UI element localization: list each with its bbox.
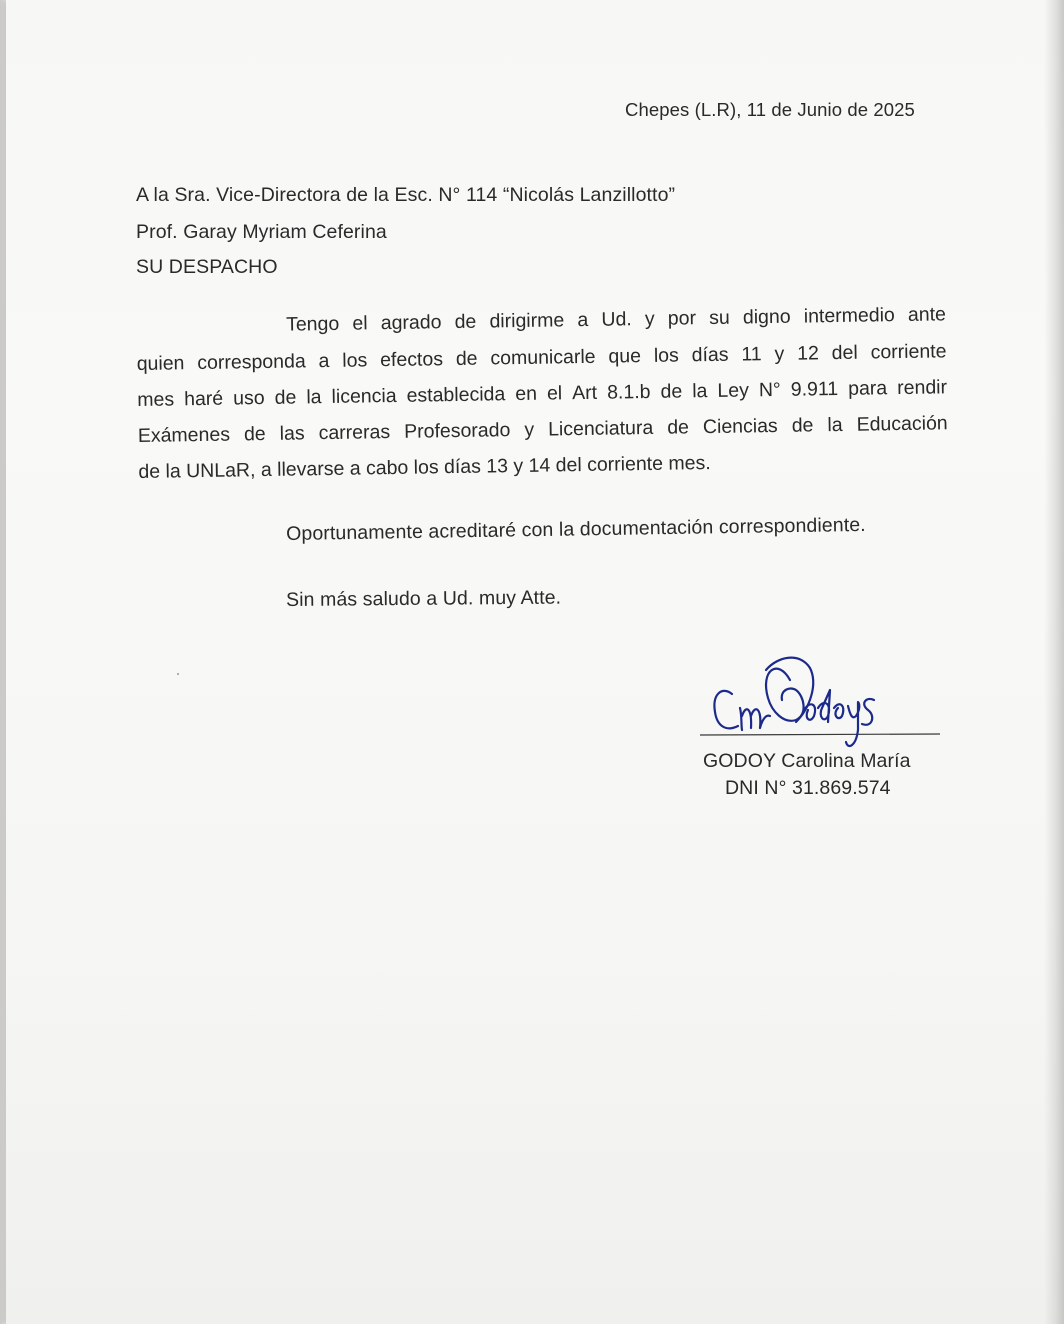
body-word: licencia xyxy=(331,384,397,408)
body-word: comunicarle xyxy=(490,345,596,370)
body-word: de xyxy=(274,386,297,409)
body-word: Exámenes xyxy=(137,423,231,447)
place-date: Chepes (L.R), 11 de Junio de 2025 xyxy=(625,99,915,120)
body-word: uso xyxy=(233,386,265,410)
body-word: 11 xyxy=(741,343,762,366)
body-word: digno xyxy=(742,305,791,329)
body-word: carreras xyxy=(318,421,391,445)
body-word: en xyxy=(515,382,538,406)
body-word: que xyxy=(608,345,642,368)
body-word: del xyxy=(831,341,858,365)
body-word: el xyxy=(546,382,563,405)
body-word: Licenciatura xyxy=(547,416,654,441)
body-word: Art xyxy=(572,381,598,405)
body-word: Ley xyxy=(717,379,750,402)
body-word: rendir xyxy=(897,376,948,400)
paragraph-documentation: Oportunamente acreditaré con la documentación correspondiente. xyxy=(285,513,866,545)
body-word: y xyxy=(644,307,655,331)
body-word: días xyxy=(691,343,729,367)
body-word: mes xyxy=(137,388,175,411)
body-word: de xyxy=(455,347,478,370)
body-word: para xyxy=(847,377,888,400)
body-word: establecida xyxy=(406,383,506,407)
body-word: su xyxy=(708,306,730,329)
body-word: y xyxy=(774,342,785,365)
recipient-line-1: A la Sra. Vice-Directora de la Esc. N° 114 “Nicolás Lanzillotto” xyxy=(136,184,676,206)
body-word: corresponda xyxy=(197,350,306,375)
closing-line: Sin más saludo a Ud. muy Atte. xyxy=(285,586,562,611)
body-word: dirigirme xyxy=(489,309,565,333)
body-word: Profesorado xyxy=(403,419,511,443)
body-word: los xyxy=(342,349,368,372)
signer-name: GODOY Carolina María xyxy=(703,750,911,772)
signer-dni: DNI N° 31.869.574 xyxy=(725,777,891,799)
handwritten-signature xyxy=(700,650,950,765)
body-word: ante xyxy=(907,303,947,326)
body-word: 8.1.b xyxy=(606,380,651,404)
body-word: el xyxy=(352,312,368,335)
page-edge-shadow xyxy=(1044,0,1064,1324)
body-word: Educación xyxy=(856,412,948,436)
recipient-line-2: Prof. Garay Myriam Ceferina xyxy=(136,221,387,243)
body-word: por xyxy=(667,307,697,330)
body-word: corriente xyxy=(870,340,947,364)
body-line: de la UNLaR, a llevarse a cabo los días 13 y 14 del corriente mes. xyxy=(138,451,711,483)
body-word: las xyxy=(279,422,305,445)
body-word: Ciencias xyxy=(702,414,778,439)
body-word: a xyxy=(577,308,589,332)
body-word: N° xyxy=(758,378,781,402)
body-word: 9.911 xyxy=(790,377,839,401)
recipient-line-3: SU DESPACHO xyxy=(136,256,278,278)
paper-speck xyxy=(177,673,179,675)
body-word: la xyxy=(692,380,708,403)
body-word: efectos xyxy=(379,348,444,372)
body-word: de xyxy=(243,422,266,446)
body-word: de xyxy=(660,380,683,403)
body-word: intermedio xyxy=(803,304,895,328)
body-word: Ud. xyxy=(601,308,632,331)
body-word: y xyxy=(524,418,535,441)
body-word: de xyxy=(667,416,690,439)
body-word: de xyxy=(454,310,477,333)
body-word: 12 xyxy=(796,342,819,365)
body-word: quien xyxy=(136,352,185,375)
body-word: la xyxy=(306,386,322,409)
body-word: los xyxy=(653,344,679,367)
body-word: la xyxy=(827,413,843,437)
body-word: a xyxy=(318,349,330,373)
body-word: haré xyxy=(183,387,224,411)
body-word: Tengo xyxy=(285,312,340,336)
body-word: de xyxy=(791,414,814,437)
body-word: agrado xyxy=(380,311,442,335)
